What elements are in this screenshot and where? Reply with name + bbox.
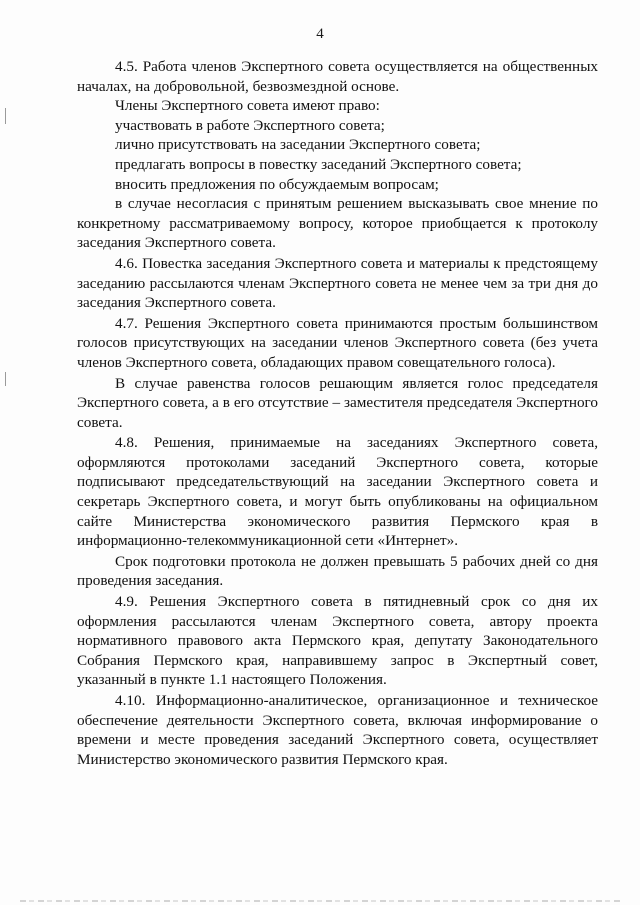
paragraph-rights-intro: Члены Экспертного совета имеют право: (115, 97, 380, 115)
paragraph-4-8: 4.8. Решения, принимаемые на заседаниях Экспертного совета, оформляются протоколами заседаний Экспертного совета, которые подписывают председательствующий на заседании Экспертного совета и секретарь Экспертного совета, и могут быть опубликованы на официальном сайте Министерства экономического развития Пермского края в информационно-телекоммуникационной сети «Интернет». (77, 434, 598, 550)
paragraph-right-item: предлагать вопросы в повестку заседаний Экспертного совета; (115, 155, 522, 173)
paragraph-protocol-deadline: Срок подготовки протокола не должен превышать 5 рабочих дней со дня проведения заседания. (77, 552, 598, 590)
scan-margin-mark (5, 108, 6, 124)
scan-margin-mark (5, 372, 6, 386)
document-body (77, 57, 598, 769)
scan-bottom-edge (20, 900, 620, 902)
paragraph-tie-vote: В случае равенства голосов решающим является голос председателя Экспертного совета, а в его отсутствие – заместителя председателя Экспертного совета. (77, 374, 598, 431)
paragraph-4-7: 4.7. Решения Экспертного совета принимаются простым большинством голосов присутствующих на заседании членов Экспертного совета (без учета членов Экспертного совета, обладающих правом совещательного голоса). (77, 314, 598, 371)
paragraph-right-item: в случае несогласия с принятым решением высказывать свое мнение по конкретному рассматриваемому вопросу, которое приобщается к протоколу заседания Экспертного совета. (77, 195, 598, 252)
paragraph-4-6: 4.6. Повестка заседания Экспертного совета и материалы к предстоящему заседанию рассылаются членам Экспертного совета не менее чем за три дня до заседания Экспертного совета. (77, 254, 598, 312)
paragraph-right-item: участвовать в работе Экспертного совета; (115, 116, 385, 134)
paragraph-right-item: вносить предложения по обсуждаемым вопросам; (115, 175, 439, 193)
paragraph-4-9: 4.9. Решения Экспертного совета в пятидневный срок со дня их оформления рассылаются членам Экспертного совета, автору проекта нормативного правового акта Пермского края, депутату Законодательного Собрания Пермского края, направившему запрос в Экспертный совет, указанный в пункте 1.1 настоящего Положения. (77, 593, 598, 689)
page-number: 4 (316, 26, 324, 42)
paragraph-4-10: 4.10. Информационно-аналитическое, организационное и техническое обеспечение деятельности Экспертного совета, включая информирование о времени и месте проведения заседаний Экспертного совета, осуществляет Министерство экономического развития Пермского края. (77, 692, 598, 768)
paragraph-4-5: 4.5. Работа членов Экспертного совета осуществляется на общественных началах, на добровольной, безвозмездной основе. (77, 58, 598, 95)
paragraph-right-item: лично присутствовать на заседании Экспертного совета; (115, 136, 481, 154)
